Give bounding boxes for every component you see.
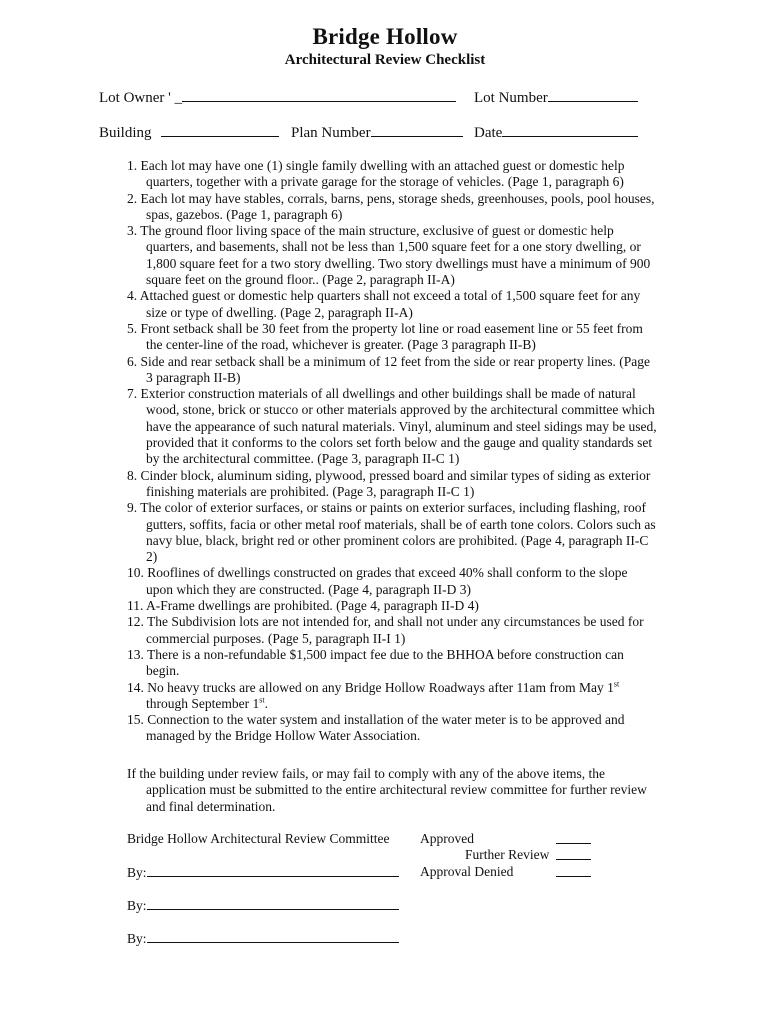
plan-number-label: Plan Number bbox=[291, 125, 371, 141]
by-label: By: bbox=[127, 898, 147, 913]
checklist-item: 4. Attached guest or domestic help quarters shall not exceed a total of 1,500 square feet for any size or type of dwelling. (Page 2, paragraph II-A) bbox=[127, 288, 641, 320]
signature-line-2[interactable] bbox=[127, 897, 399, 914]
review-note: If the building under review fails, or may fail to comply with any of the above items, the application must be submitted to the entire architectural review committee for further review and final determination. bbox=[127, 766, 647, 814]
lot-number-label: Lot Number bbox=[474, 90, 548, 106]
lot-owner-field[interactable] bbox=[99, 87, 456, 107]
approval-denied-label: Approval Denied bbox=[420, 864, 514, 879]
by-label: By: bbox=[127, 865, 147, 880]
further-review-label: Further Review bbox=[465, 847, 550, 862]
item14-part3: . bbox=[264, 695, 268, 711]
date-field[interactable] bbox=[474, 122, 638, 142]
approved-label: Approved bbox=[420, 831, 474, 846]
checklist-item: 9. The color of exterior surfaces, or stains or paints on exterior surfaces, including flashing, roof gutters, soffits, facia or other metal roof materials, shall be of earth tone colors. Colors such as navy blue, black, bright red or other prominent colors are prohibited. (Page 4, paragraph II-C 2) bbox=[127, 500, 656, 565]
item14-sup2: st bbox=[259, 695, 265, 705]
building-field[interactable] bbox=[99, 122, 279, 142]
checklist-item: 3. The ground floor living space of the main structure, exclusive of guest or domestic help quarters, and basements, shall not be less than 1,500 square feet for a one story dwelling, or 1,800 square feet for a two story dwelling. Two story dwellings must have a minimum of 900 square feet on the ground floor.. (Page 2, paragraph II-A) bbox=[127, 223, 651, 288]
by-label: By: bbox=[127, 931, 147, 946]
lot-owner-blank[interactable] bbox=[182, 87, 456, 102]
lot-number-blank[interactable] bbox=[548, 87, 638, 102]
approval-denied-status[interactable] bbox=[420, 864, 513, 880]
approval-denied-blank[interactable] bbox=[556, 864, 591, 881]
checklist-item: 10. Rooflines of dwellings constructed on grades that exceed 40% shall conform to the slope upon which they are constructed. (Page 4, paragraph II-D 3) bbox=[127, 565, 628, 597]
further-review-blank[interactable] bbox=[556, 847, 591, 864]
building-label: Building bbox=[99, 125, 152, 141]
checklist bbox=[127, 158, 657, 745]
checklist-item: 8. Cinder block, aluminum siding, plywood, pressed board and similar types of siding as exterior finishing materials are prohibited. (Page 3, paragraph II-C 1) bbox=[127, 467, 651, 499]
checklist-item: 12. The Subdivision lots are not intended for, and shall not under any circumstances be used for commercial purposes. (Page 5, paragraph II-I 1) bbox=[127, 614, 644, 646]
checklist-item: 2. Each lot may have stables, corrals, barns, pens, storage sheds, greenhouses, pools, pool houses, spas, gazebos. (Page 1, paragraph 6) bbox=[127, 190, 655, 222]
committee-label: Bridge Hollow Architectural Review Committee bbox=[127, 831, 390, 846]
lot-number-field[interactable] bbox=[474, 87, 638, 107]
checklist-item-15: 15. Connection to the water system and installation of the water meter is to be approved and managed by the Bridge Hollow Water Association. bbox=[127, 712, 625, 744]
checklist-item: 7. Exterior construction materials of all dwellings and other buildings shall be made of natural wood, stone, brick or stucco or other materials approved by the architectural committee which have the appearance of such natural materials. Vinyl, aluminum and steel sidings may be used, provided that it conforms to the colors set forth below and the gauge and quality standards set by the architectural committee. (Page 3, paragraph II-C 1) bbox=[127, 386, 657, 467]
checklist-item-14 bbox=[127, 680, 657, 713]
date-label: Date bbox=[474, 125, 503, 141]
signature-blank[interactable] bbox=[147, 897, 399, 910]
checklist-item: 1. Each lot may have one (1) single family dwelling with an attached guest or domestic help quarters, together with a private garage for the storage of vehicles. (Page 1, paragraph 6) bbox=[127, 158, 625, 190]
checklist-item: 6. Side and rear setback shall be a minimum of 12 feet from the side or rear property lines. (Page 3 paragraph II-B) bbox=[127, 353, 650, 385]
checklist-item: 5. Front setback shall be 30 feet from the property lot line or road easement line or 55 feet from the center-line of the road, whichever is greater. (Page 3 paragraph II-B) bbox=[127, 320, 643, 353]
lot-owner-value: ' _ bbox=[168, 90, 183, 106]
document-title: Bridge Hollow bbox=[312, 24, 458, 49]
lot-owner-label: Lot Owner bbox=[99, 90, 165, 106]
plan-number-field[interactable] bbox=[291, 122, 463, 142]
further-review-status[interactable] bbox=[465, 847, 549, 863]
signature-line-1[interactable] bbox=[127, 864, 399, 881]
item14-sup1: st bbox=[613, 679, 620, 688]
document-subtitle: Architectural Review Checklist bbox=[284, 52, 486, 68]
date-blank[interactable] bbox=[502, 122, 638, 137]
approved-status[interactable] bbox=[420, 831, 474, 847]
signature-blank[interactable] bbox=[147, 930, 399, 943]
checklist-item: 13. There is a non-refundable $1,500 impact fee due to the BHHOA before construction can begin. bbox=[127, 646, 624, 679]
plan-number-blank[interactable] bbox=[371, 122, 463, 137]
building-blank[interactable] bbox=[161, 122, 279, 137]
item14-part1: 14. No heavy trucks are allowed on any Bridge Hollow Roadways after 11am from May 1 bbox=[127, 679, 614, 695]
item14-part2: through September 1 bbox=[146, 695, 260, 711]
approved-blank[interactable] bbox=[556, 831, 591, 848]
signature-blank[interactable] bbox=[147, 864, 399, 877]
checklist-item: 11. A-Frame dwellings are prohibited. (Page 4, paragraph II-D 4) bbox=[127, 598, 479, 614]
signature-line-3[interactable] bbox=[127, 930, 399, 947]
